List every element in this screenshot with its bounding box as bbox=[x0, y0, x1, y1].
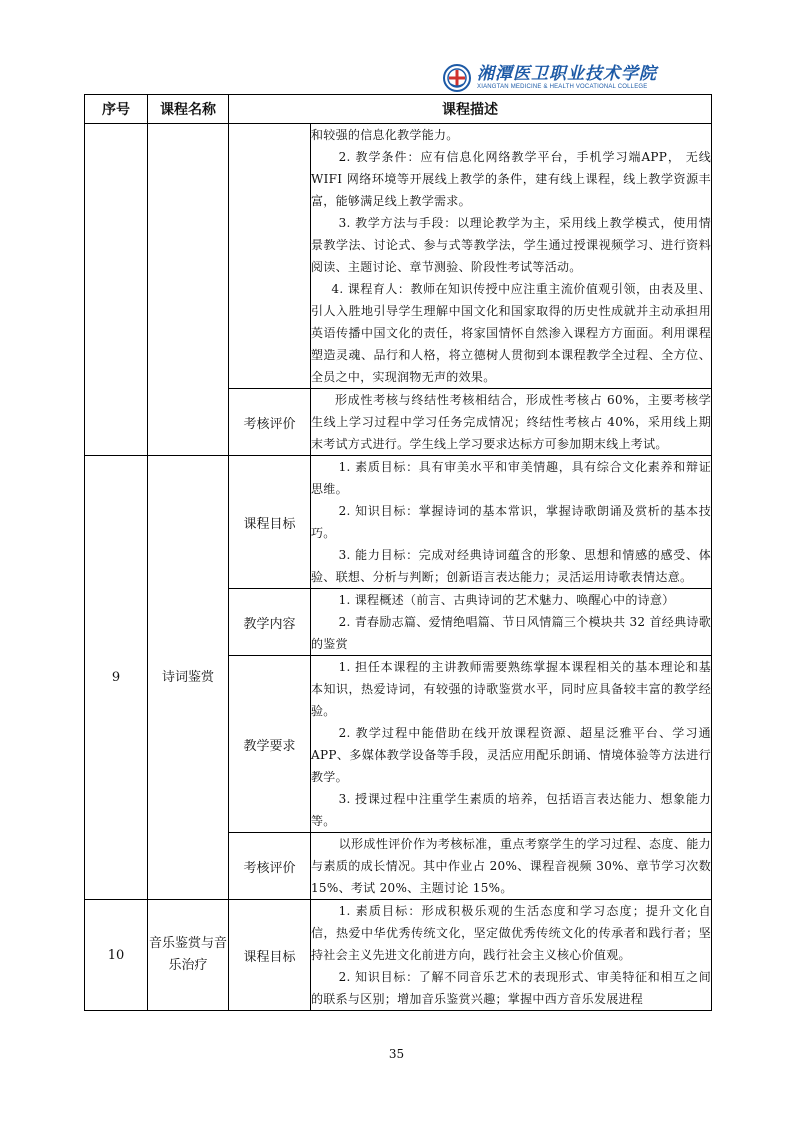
paragraph: 2. 知识目标：了解不同音乐艺术的表现形式、审美特征和相互之间的联系与区别；增加音乐鉴赏兴趣；掌握中西方音乐发展进程 bbox=[311, 970, 711, 1006]
paragraph: 3. 教学方法与手段：以理论教学为主，采用线上教学模式，使用情景教学法、讨论式、参与式等教学法，学生通过授课视频学习、进行资料阅读、主题讨论、章节测验、阶段性考试等活动。 bbox=[311, 216, 711, 274]
table-row bbox=[85, 456, 712, 589]
header-index: 序号 bbox=[85, 95, 148, 124]
sub-label: 教学内容 bbox=[229, 589, 311, 656]
cont-desc-cell bbox=[311, 124, 712, 389]
paragraph: 2. 知识目标：掌握诗词的基本常识，掌握诗歌朗诵及赏析的基本技巧。 bbox=[311, 504, 711, 540]
college-emblem-icon bbox=[443, 64, 471, 92]
paragraph: 以形成性评价作为考核标准，重点考察学生的学习过程、态度、能力与素质的成长情况。其中作业占 20%、课程音视频 30%、章节学习次数 15%、考试 20%、主题讨论 15%。 bbox=[311, 837, 711, 895]
course-name: 音乐鉴赏与音乐治疗 bbox=[148, 900, 229, 1011]
course-index: 10 bbox=[85, 900, 148, 1011]
paragraph: 1. 课程概述（前言、古典诗词的艺术魅力、唤醒心中的诗意） bbox=[338, 593, 675, 607]
cont-index-cell bbox=[85, 124, 148, 456]
goal-desc-cell bbox=[311, 900, 712, 1011]
paragraph: 3. 授课过程中注重学生素质的培养，包括语言表达能力、想象能力等。 bbox=[311, 792, 711, 828]
goal-desc-cell bbox=[311, 456, 712, 589]
requirement-desc-cell bbox=[311, 656, 712, 833]
sub-label: 考核评价 bbox=[229, 833, 311, 900]
table-row bbox=[85, 124, 712, 389]
course-index: 9 bbox=[85, 456, 148, 900]
header-course-description: 课程描述 bbox=[229, 95, 712, 124]
paragraph: 和较强的信息化教学能力。 bbox=[311, 128, 459, 142]
page-number: 35 bbox=[388, 1047, 405, 1061]
sub-label: 课程目标 bbox=[229, 900, 311, 1011]
paragraph: 形成性考核与终结性考核相结合，形成性考核占 60%，主要考核学生线上学习过程中学习任务完成情况；终结性考核占 40%，采用线上期末考试方式进行。学生线上学习要求达标方可参加期末线上考试。 bbox=[311, 393, 711, 451]
course-name: 诗词鉴赏 bbox=[148, 456, 229, 900]
paragraph: 1. 素质目标：形成积极乐观的生活态度和学习态度；提升文化自信，热爱中华优秀传统文化，坚定做优秀传统文化的传承者和践行者；坚持社会主义先进文化前进方向，践行社会主义核心价值观。 bbox=[311, 904, 711, 962]
paragraph: 3. 能力目标：完成对经典诗词蕴含的形象、思想和情感的感受、体验、联想、分析与判断；创新语言表达能力；灵活运用诗歌表情达意。 bbox=[311, 548, 711, 584]
logo-chinese-name: 湘潭医卫职业技术学院 bbox=[477, 63, 657, 84]
paragraph: 2. 教学过程中能借助在线开放课程资源、超星泛雅平台、学习通 APP、多媒体教学设备等手段，灵活应用配乐朗诵、情境体验等方法进行教学。 bbox=[311, 726, 711, 784]
paragraph: 1. 担任本课程的主讲教师需要熟练掌握本课程相关的基本理论和基本知识，热爱诗词，有较强的诗歌鉴赏水平，同时应具备较丰富的教学经验。 bbox=[311, 660, 711, 718]
paragraph: 4. 课程育人：教师在知识传授中应注重主流价值观引领，由表及里、引人入胜地引导学生理解中国文化和国家取得的历史性成就并主动承担用英语传播中国文化的责任，将家国情怀自然渗入课程方方面面。利用课程塑造灵魂、品行和人格，将立德树人贯彻到本课程教学全过程、全方位、全员之中，实现润物无声的效果。 bbox=[311, 282, 711, 384]
sub-label: 课程目标 bbox=[229, 456, 311, 589]
cont-sub-cell bbox=[229, 124, 311, 389]
college-logo bbox=[443, 62, 703, 94]
cont-name-cell bbox=[148, 124, 229, 456]
eval-desc-cell bbox=[311, 833, 712, 900]
header-course-name: 课程名称 bbox=[148, 95, 229, 124]
table-header-row bbox=[85, 95, 712, 124]
sub-label: 考核评价 bbox=[229, 389, 311, 456]
course-table bbox=[84, 94, 712, 1011]
page-header bbox=[0, 0, 793, 90]
content-desc-cell bbox=[311, 589, 712, 656]
paragraph: 1. 素质目标：具有审美水平和审美情趣，具有综合文化素养和辩证思维。 bbox=[311, 460, 711, 496]
eval-desc-cell bbox=[311, 389, 712, 456]
sub-label: 教学要求 bbox=[229, 656, 311, 833]
paragraph: 2. 教学条件：应有信息化网络教学平台，手机学习端APP， 无线 WIFI 网络环境等开展线上教学的条件，建有线上课程，线上教学资源丰富，能够满足线上教学需求。 bbox=[311, 150, 711, 208]
table-row bbox=[85, 900, 712, 1011]
paragraph: 2. 青春励志篇、爱情绝唱篇、节日风情篇三个模块共 32 首经典诗歌的鉴赏 bbox=[311, 615, 711, 651]
logo-english-name: XIANGTAN MEDICINE & HEALTH VOCATIONAL COLLEGE bbox=[477, 83, 648, 90]
